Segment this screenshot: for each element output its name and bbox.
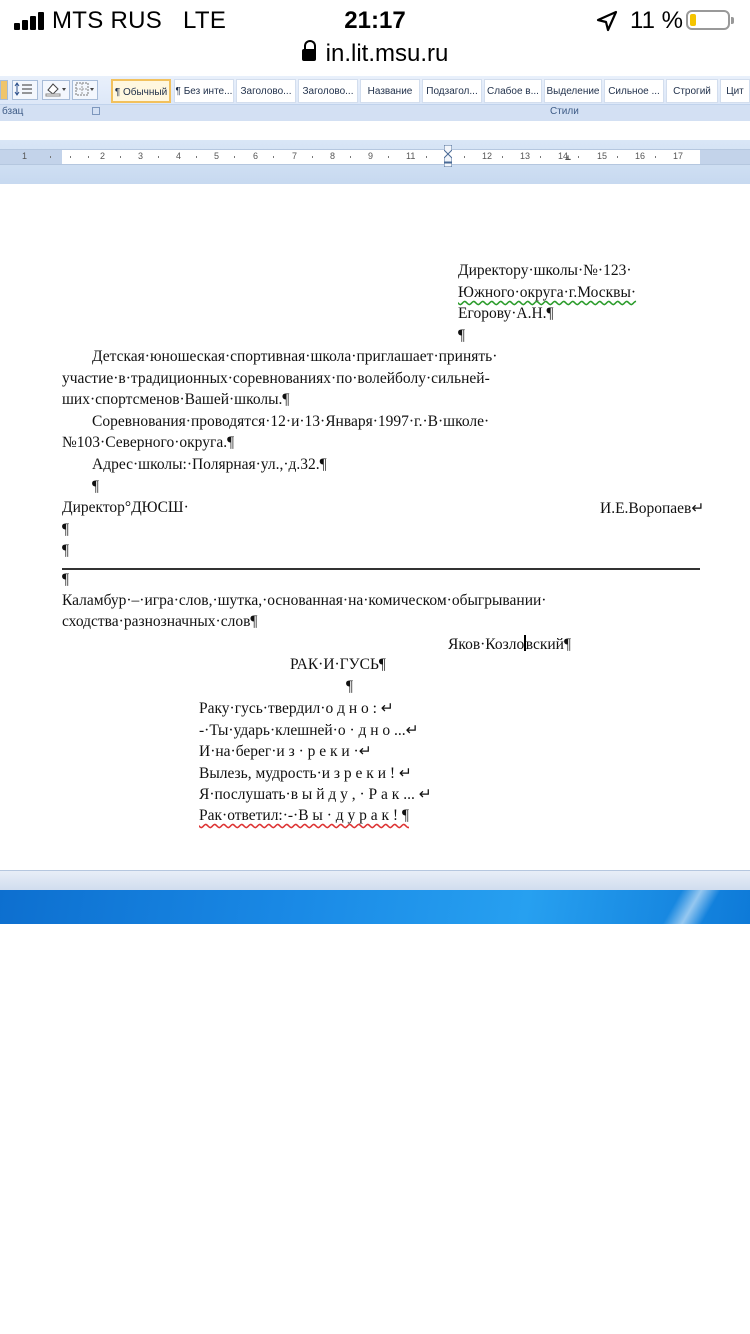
signature-name: И.Е.Воропаев↵ bbox=[600, 500, 705, 517]
ruler-number: 4 bbox=[176, 151, 182, 161]
document-page[interactable] bbox=[0, 184, 750, 870]
paragraph-mark: ¶ bbox=[346, 678, 354, 695]
poem-line: Я·послушать·в ы й д у , · Р а к ... ↵ bbox=[199, 786, 432, 803]
body-line: Адрес·школы:·Полярная·ул.,·д.32.¶ bbox=[92, 456, 327, 473]
body-line: ших·спортсменов·Вашей·школы.¶ bbox=[62, 391, 290, 408]
ruler-number: 2 bbox=[100, 151, 106, 161]
style-title[interactable]: Название bbox=[360, 79, 420, 103]
poem-title: РАК·И·ГУСЬ¶ bbox=[290, 656, 386, 673]
paragraph-mark: ¶ bbox=[62, 571, 70, 588]
poem-author-text: Яков·Козло bbox=[448, 636, 525, 653]
url-text: in.lit.msu.ru bbox=[325, 40, 449, 67]
style-emphasis[interactable]: Выделение bbox=[544, 79, 602, 103]
group-label-styles: Стили bbox=[550, 106, 579, 117]
battery-icon bbox=[686, 10, 730, 30]
ruler-area bbox=[0, 140, 750, 184]
addressee-line bbox=[458, 284, 636, 302]
ruler-number: 17 bbox=[673, 151, 684, 161]
poem-line: Вылезь, мудрость·и з р е к и ! ↵ bbox=[199, 765, 412, 782]
body-line: участие·в·традиционных·соревнованиях·по·волейболу·сильней- bbox=[62, 370, 490, 387]
line-spacing-icon bbox=[14, 81, 36, 97]
clock: 21:17 bbox=[344, 7, 406, 34]
style-subtle-emphasis[interactable]: Слабое в... bbox=[484, 79, 542, 103]
shading-button[interactable] bbox=[42, 80, 70, 100]
signature-title: Директор°ДЮСШ· bbox=[62, 499, 189, 516]
poem-line: И·на·берег·и з · р е к и ·↵ bbox=[199, 743, 372, 760]
ruler-number: 3 bbox=[138, 151, 144, 161]
body-line: Соревнования·проводятся·12·и·13·Января·1997·г.·В·школе· bbox=[92, 413, 490, 430]
poem-author-text-end: вский¶ bbox=[525, 636, 572, 653]
indent-marker-icon[interactable] bbox=[444, 145, 452, 167]
paragraph-mark: ¶ bbox=[458, 327, 466, 344]
body-line: Детская·юношеская·спортивная·школа·приглашает·принять· bbox=[92, 348, 498, 365]
style-normal[interactable]: ¶ Обычный bbox=[111, 79, 171, 103]
style-heading-1[interactable]: Заголово... bbox=[236, 79, 296, 103]
addressee-line: Егорову·А.Н.¶ bbox=[458, 305, 554, 322]
style-quote[interactable]: Цит bbox=[720, 79, 750, 103]
style-heading-2[interactable]: Заголово... bbox=[298, 79, 358, 103]
battery-percent: 11 % bbox=[630, 7, 683, 34]
borders-icon bbox=[74, 81, 96, 97]
ribbon-group-labels bbox=[0, 104, 750, 121]
style-strong[interactable]: Строгий bbox=[666, 79, 718, 103]
horizontal-ruler[interactable] bbox=[0, 149, 750, 165]
addressee-line: Директору·школы·№·123· bbox=[458, 262, 632, 279]
ruler-number: 12 bbox=[482, 151, 493, 161]
body-line: №103·Северного·округа.¶ bbox=[62, 434, 235, 451]
ruler-number: 13 bbox=[520, 151, 531, 161]
windows-taskbar bbox=[0, 890, 750, 924]
ruler-number: 11 bbox=[406, 151, 416, 161]
ruler-number: 1 bbox=[22, 151, 28, 161]
dialog-launcher-icon[interactable] bbox=[92, 107, 100, 115]
lock-icon bbox=[302, 46, 316, 62]
paragraph-mark: ¶ bbox=[92, 478, 100, 495]
ruler-number: 6 bbox=[253, 151, 259, 161]
line-spacing-button[interactable] bbox=[12, 80, 38, 100]
ruler-number: 8 bbox=[330, 151, 336, 161]
location-arrow-icon bbox=[596, 10, 618, 32]
poem-line-text: Рак·ответил:·-·В ы · д у р а к ! ¶ bbox=[199, 807, 409, 824]
definition-line: Каламбур·–·игра·слов,·шутка,·основанная·на·комическом·обыгрывании· bbox=[62, 592, 547, 609]
style-subtitle[interactable]: Подзагол... bbox=[422, 79, 482, 103]
url-bar[interactable] bbox=[0, 40, 750, 72]
word-ribbon bbox=[0, 76, 750, 121]
poem-line: Раку·гусь·твердил·о д н о : ↵ bbox=[199, 700, 394, 717]
carrier-name: MTS RUS bbox=[52, 7, 163, 34]
network-type: LTE bbox=[183, 7, 227, 34]
style-intense-emphasis[interactable]: Сильное ... bbox=[604, 79, 664, 103]
paragraph-mark: ¶ bbox=[62, 542, 70, 559]
poem-author bbox=[448, 635, 571, 654]
horizontal-rule bbox=[62, 568, 700, 570]
tab-stop-icon[interactable] bbox=[564, 145, 572, 167]
status-bar bbox=[0, 0, 750, 40]
battery-fill bbox=[690, 14, 696, 26]
ruler-number: 16 bbox=[635, 151, 646, 161]
style-no-spacing[interactable]: ¶ Без инте... bbox=[174, 79, 234, 103]
justify-button[interactable] bbox=[0, 80, 8, 100]
ruler-number: 9 bbox=[368, 151, 374, 161]
paragraph-mark: ¶ bbox=[62, 521, 70, 538]
definition-line: сходства·разнозначных·слов¶ bbox=[62, 613, 258, 630]
ruler-number: 14 bbox=[558, 151, 569, 161]
ruler-number: 15 bbox=[597, 151, 608, 161]
poem-line bbox=[199, 807, 409, 825]
poem-line: -·Ты·ударь·клешней·о · д н о ...↵ bbox=[199, 722, 419, 739]
group-label-paragraph: бзац bbox=[2, 106, 24, 117]
ruler-number: 7 bbox=[292, 151, 298, 161]
addressee-line-text: Южного·округа·г.Москвы· bbox=[458, 284, 637, 301]
ruler-number: 5 bbox=[214, 151, 220, 161]
status-strip bbox=[0, 870, 750, 891]
borders-button[interactable] bbox=[72, 80, 98, 100]
paint-bucket-icon bbox=[44, 81, 68, 97]
